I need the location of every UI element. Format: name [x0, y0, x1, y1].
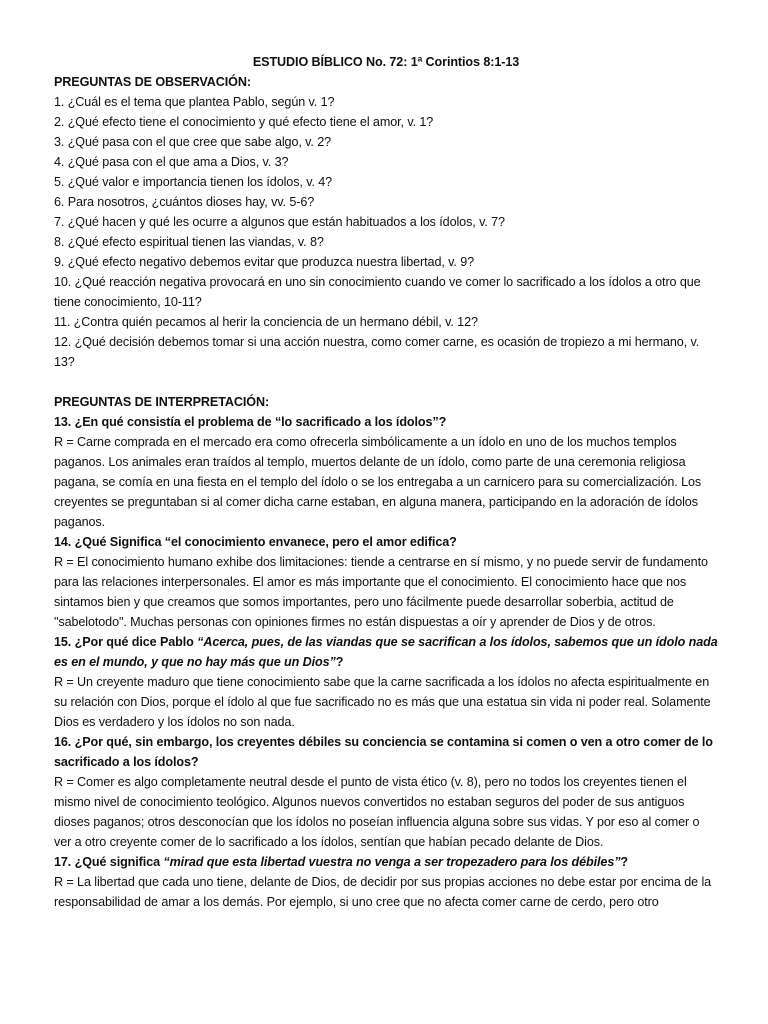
interpretation-heading: PREGUNTAS DE INTERPRETACIÓN: — [54, 395, 270, 409]
question-16: 16. ¿Por qué, sin embargo, los creyentes débiles su conciencia se contamina si comen o ven a otro comer de lo sacrificado a los ídolos? — [54, 735, 713, 769]
answer-14: R = El conocimiento humano exhibe dos limitaciones: tiende a centrarse en sí mismo, y no puede servir de fundamento para las relaciones interpersonales. El amor es más importante que el conocimiento. El conocimiento hace que nos sintamos bien y que creamos que somos importantes, pero uno fácilmente puede desarrollar soberbia, actitud de "sabelotodo". Muchas personas con opiniones firmes no están dispuestas a oír y aprender de Dios y de otros. — [54, 555, 708, 629]
observation-item: 9. ¿Qué efecto negativo debemos evitar que produzca nuestra libertad, v. 9? — [54, 255, 475, 269]
observation-item: 1. ¿Cuál es el tema que plantea Pablo, según v. 1? — [54, 95, 335, 109]
observation-item: 12. ¿Qué decisión debemos tomar si una acción nuestra, como comer carne, es ocasión de tropiezo a mi hermano, v. 13? — [54, 335, 700, 369]
question-15-quote: “Acerca, pues, de las viandas que se sacrifican a los ídolos, sabemos que un ídolo nada es en el mundo, y que no hay más que un Dios” — [54, 635, 718, 669]
question-block-15 — [54, 632, 718, 732]
question-13: 13. ¿En qué consistía el problema de “lo sacrificado a los ídolos”? — [54, 415, 447, 429]
observation-list — [54, 92, 718, 372]
answer-15: R = Un creyente maduro que tiene conocimiento sabe que la carne sacrificada a los ídolos no afecta espiritualmente en su relación con Dios, porque el ídolo al que fue sacrificado no es más que una estatua sin vida ni poder real. Solamente Dios es verdadero y los ídolos no son nada. — [54, 675, 711, 729]
question-17 — [54, 852, 718, 872]
observation-heading: PREGUNTAS DE OBSERVACIÓN: — [54, 75, 251, 89]
observation-item: 3. ¿Qué pasa con el que cree que sabe algo, v. 2? — [54, 135, 332, 149]
observation-item: 2. ¿Qué efecto tiene el conocimiento y qué efecto tiene el amor, v. 1? — [54, 115, 434, 129]
question-17-quote: “mirad que esta libertad vuestra no venga a ser tropezadero para los débiles” — [163, 855, 621, 869]
question-block-14 — [54, 532, 718, 632]
question-block-17 — [54, 852, 718, 912]
answer-13: R = Carne comprada en el mercado era como ofrecerla simbólicamente a un ídolo en uno de los muchos templos paganos. Los animales eran traídos al templo, muertos delante de un ídolo, como parte de una ceremonia religiosa pagana, se comía en una fiesta en el templo del ídolo o se los entregaba a un carnicero para su comercialización. Los creyentes se preguntaban si al comer dicha carne estaban, en alguna manera, participando en la adoración de ídolos paganos. — [54, 435, 702, 529]
question-block-13 — [54, 412, 718, 532]
answer-16: R = Comer es algo completamente neutral desde el punto de vista ético (v. 8), pero no todos los creyentes tienen el mismo nivel de conocimiento teológico. Algunos nuevos convertidos no estaban seguros del poder de sus antiguos dioses paganos; otros desconocían que los ídolos no poseían influencia alguna sobre sus vidas. Y por eso al comer o ver a otro creyente comer de lo sacrificado a los ídolos, sentían que habían pecado delante de Dios. — [54, 775, 700, 849]
answer-17: R = La libertad que cada uno tiene, delante de Dios, de decidir por sus propias acciones no debe estar por encima de la responsabilidad de amar a los demás. Por ejemplo, si uno cree que no afecta comer carne de cerdo, pero otro — [54, 875, 712, 909]
observation-item: 5. ¿Qué valor e importancia tienen los ídolos, v. 4? — [54, 175, 333, 189]
question-block-16 — [54, 732, 718, 852]
observation-item: 8. ¿Qué efecto espiritual tienen las viandas, v. 8? — [54, 235, 324, 249]
observation-item: 7. ¿Qué hacen y qué les ocurre a algunos que están habituados a los ídolos, v. 7? — [54, 215, 505, 229]
question-17-prefix: 17. ¿Qué significa — [54, 855, 164, 869]
observation-item: 10. ¿Qué reacción negativa provocará en uno sin conocimiento cuando ve comer lo sacrificado a los ídolos a otro que tiene conocimiento, 10-11? — [54, 275, 701, 309]
question-15 — [54, 632, 718, 672]
observation-item: 11. ¿Contra quién pecamos al herir la conciencia de un hermano débil, v. 12? — [54, 315, 478, 329]
section-spacer — [54, 372, 718, 392]
document-title: ESTUDIO BÍBLICO No. 72: 1ª Corintios 8:1-13 — [252, 55, 520, 69]
observation-item: 4. ¿Qué pasa con el que ama a Dios, v. 3? — [54, 155, 289, 169]
question-15-suffix: ? — [335, 655, 344, 669]
question-14: 14. ¿Qué Significa “el conocimiento envanece, pero el amor edifica? — [54, 535, 457, 549]
question-17-suffix: ? — [620, 855, 629, 869]
observation-item: 6. Para nosotros, ¿cuántos dioses hay, vv. 5-6? — [54, 195, 315, 209]
question-15-prefix: 15. ¿Por qué dice Pablo — [54, 635, 198, 649]
